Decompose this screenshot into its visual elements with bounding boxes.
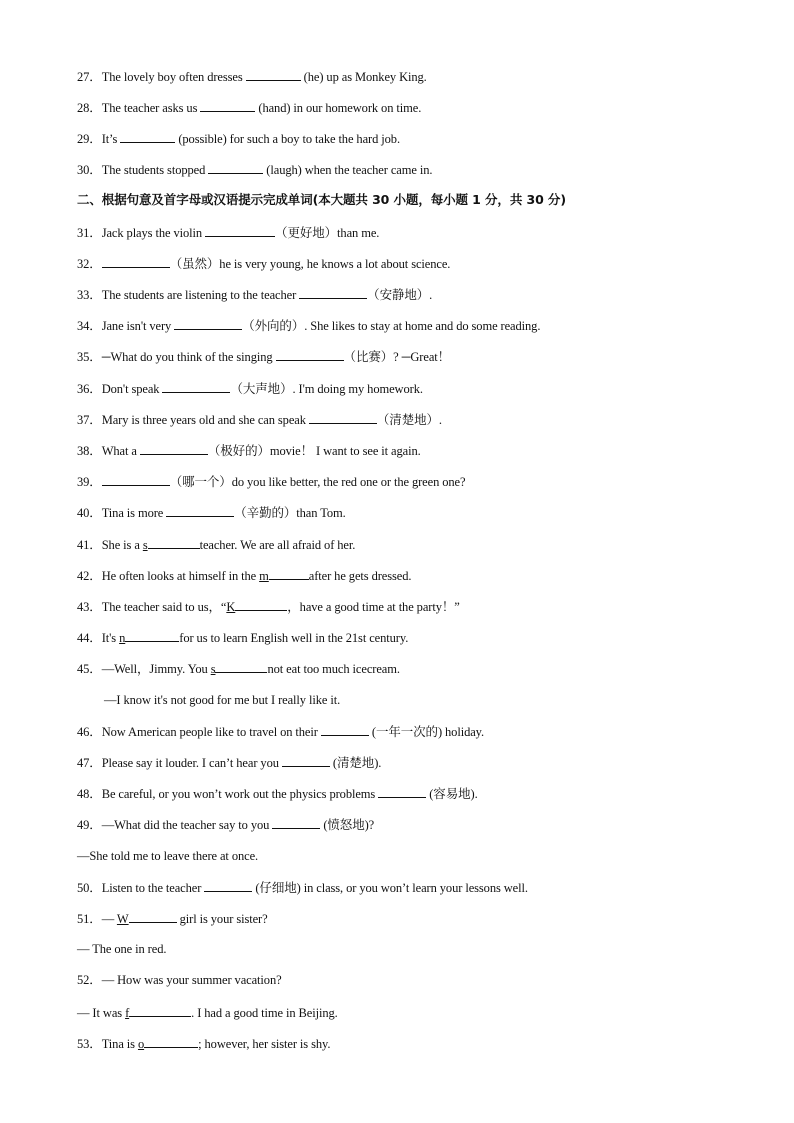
question-43: 43．The teacher said to us，“K ，have a good time at the party！” xyxy=(77,600,460,614)
question-45: 45．—Well，Jimmy. You s not eat too much icecream. xyxy=(77,662,400,676)
answer-blank[interactable] xyxy=(282,754,330,767)
question-40: 40．Tina is more （辛勤的）than Tom. xyxy=(77,506,346,520)
question-38: 38．What a （极好的）movie！ I want to see it again. xyxy=(77,444,421,458)
answer-blank[interactable] xyxy=(204,879,252,892)
question-49-reply: —She told me to leave there at once. xyxy=(77,849,259,863)
question-41: 41．She is a s teacher. We are all afraid of her. xyxy=(77,538,356,552)
answer-blank[interactable] xyxy=(309,411,377,424)
answer-blank[interactable] xyxy=(215,660,267,673)
answer-blank[interactable] xyxy=(162,380,230,393)
answer-blank[interactable] xyxy=(102,255,170,268)
question-27: 27．The lovely boy often dresses (he) up as Monkey King. xyxy=(77,70,427,84)
answer-blank[interactable] xyxy=(129,1004,191,1017)
answer-blank[interactable] xyxy=(129,910,177,923)
question-47: 47．Please say it louder. I can’t hear you (清楚地). xyxy=(77,756,382,770)
answer-blank[interactable] xyxy=(140,442,208,455)
answer-blank[interactable] xyxy=(125,629,179,642)
question-42: 42．He often looks at himself in the m after he gets dressed. xyxy=(77,569,412,583)
question-46: 46．Now American people like to travel on their (一年一次的) holiday. xyxy=(77,725,485,739)
question-51: 51．— W girl is your sister? xyxy=(77,912,268,926)
question-39: 39． （哪一个）do you like better, the red one or the green one? xyxy=(77,475,466,489)
question-52-reply: — It was f . I had a good time in Beijing. xyxy=(77,1006,338,1020)
answer-blank[interactable] xyxy=(269,567,309,580)
answer-blank[interactable] xyxy=(378,785,426,798)
answer-blank[interactable] xyxy=(235,598,287,611)
question-51-reply: — The one in red. xyxy=(77,942,167,956)
question-50: 50．Listen to the teacher (仔细地) in class, or you won’t learn your lessons well. xyxy=(77,881,528,895)
answer-blank[interactable] xyxy=(321,723,369,736)
question-29: 29．It’s (possible) for such a boy to take the hard job. xyxy=(77,132,400,146)
question-34: 34．Jane isn't very （外向的）. She likes to stay at home and do some reading. xyxy=(77,319,541,333)
question-53: 53．Tina is o ; however, her sister is shy. xyxy=(77,1037,331,1051)
answer-blank[interactable] xyxy=(276,348,344,361)
question-28: 28．The teacher asks us (hand) in our homework on time. xyxy=(77,101,422,115)
question-30: 30．The students stopped (laugh) when the teacher came in. xyxy=(77,163,433,177)
answer-blank[interactable] xyxy=(120,130,175,143)
answer-blank[interactable] xyxy=(148,536,200,549)
question-33: 33．The students are listening to the teacher （安静地）. xyxy=(77,288,433,302)
answer-blank[interactable] xyxy=(246,68,301,81)
section-heading: 二、根据句意及首字母或汉语提示完成单词(本大题共 30 小题，每小题 1 分，共 30 分) xyxy=(77,192,566,207)
answer-blank[interactable] xyxy=(299,286,367,299)
question-37: 37．Mary is three years old and she can speak （清楚地）. xyxy=(77,413,442,427)
answer-blank[interactable] xyxy=(102,473,170,486)
question-35: 35．─What do you think of the singing （比赛）? ─Great！ xyxy=(77,350,451,364)
question-49: 49．—What did the teacher say to you (愤怒地)? xyxy=(77,818,375,832)
answer-blank[interactable] xyxy=(166,504,234,517)
answer-blank[interactable] xyxy=(200,99,255,112)
answer-blank[interactable] xyxy=(144,1035,198,1048)
question-36: 36．Don't speak （大声地）. I'm doing my homework. xyxy=(77,382,423,396)
answer-blank[interactable] xyxy=(272,816,320,829)
question-45-reply: —I know it's not good for me but I really like it. xyxy=(104,693,341,707)
question-31: 31．Jack plays the violin （更好地）than me. xyxy=(77,226,380,240)
answer-blank[interactable] xyxy=(174,317,242,330)
question-32: 32． （虽然）he is very young, he knows a lot about science. xyxy=(77,257,451,271)
question-44: 44．It's n for us to learn English well in the 21st century. xyxy=(77,631,409,645)
answer-blank[interactable] xyxy=(205,224,275,237)
question-52: 52．— How was your summer vacation? xyxy=(77,973,282,987)
answer-blank[interactable] xyxy=(208,161,263,174)
question-48: 48．Be careful, or you won’t work out the physics problems (容易地). xyxy=(77,787,478,801)
